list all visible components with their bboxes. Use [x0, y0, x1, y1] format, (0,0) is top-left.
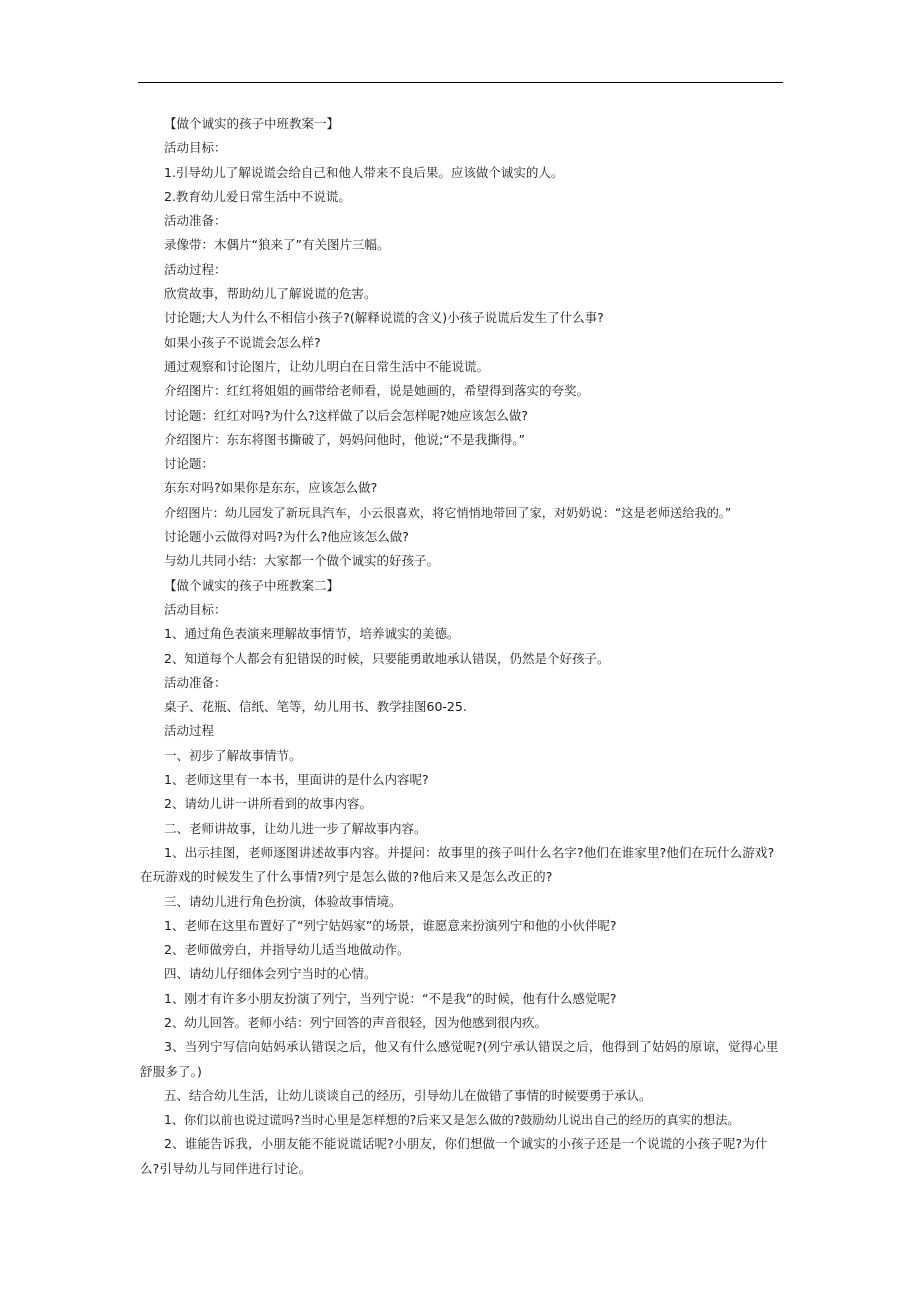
text-line: 活动过程：	[164, 261, 227, 277]
text-line: 讨论题：	[164, 456, 215, 472]
text-line: 一、初步了解故事情节。	[164, 747, 302, 763]
text-line: 五、结合幼儿生活，让幼儿谈谈自己的经历，引导幼儿在做错了事情的时候要勇于承认。	[164, 1087, 652, 1103]
text-line: 1、通过角色表演来理解故事情节，培养诚实的美德。	[164, 626, 460, 642]
text-line: 讨论题：红红对吗?为什么?这样做了以后会怎样呢?她应该怎么做?	[164, 407, 529, 423]
text-line: 介绍图片：红红将姐姐的画带给老师看，说是她画的，希望得到落实的夸奖。	[164, 383, 590, 399]
text-line: 1、你们以前也说过谎吗?当时心里是怎样想的?后来又是怎么做的?鼓励幼儿说出自己的经历的真实的想法。	[164, 1113, 740, 1128]
text-line: 三、请幼儿进行角色扮演，体验故事情境。	[164, 893, 402, 909]
text-line: 欣赏故事，帮助幼儿了解说谎的危害。	[164, 286, 377, 302]
text-line: 活动目标：	[164, 140, 227, 156]
text-line: 讨论题小云做得对吗?为什么?他应该怎么做?	[164, 529, 409, 545]
text-line: 1、老师在这里布置好了“列宁姑妈家”的场景，谁愿意来扮演列宁和他的小伙伴呢?	[164, 917, 617, 933]
text-line: 二、老师讲故事，让幼儿进一步了解故事内容。	[164, 820, 427, 836]
text-line: 1、刚才有许多小朋友扮演了列宁，当列宁说：“不是我”的时候，他有什么感觉呢?	[164, 990, 617, 1006]
text-line: 2、幼儿回答。老师小结：列宁回答的声音很轻，因为他感到很内疚。	[164, 1014, 547, 1030]
text-line: 东东对吗?如果你是东东，应该怎么做?	[164, 480, 378, 496]
text-line: 桌子、花瓶、信纸、笔等，幼儿用书、教学挂图60-25.	[164, 699, 467, 715]
paragraph: 3、当列宁写信向姑妈承认错误之后，他又有什么感觉呢?(列宁承认错误之后，他得到了姑妈的原谅，觉得心里舒服多了。)	[140, 1039, 779, 1079]
text-line: 2、老师做旁白，并指导幼儿适当地做动作。	[164, 942, 410, 958]
document-body	[140, 112, 782, 1181]
paragraph: 2、谁能告诉我，小朋友能不能说谎话呢?小朋友，你们想做一个诚实的小孩子还是一个说谎的小孩子呢?为什么?引导幼儿与同伴进行讨论。	[140, 1136, 768, 1176]
text-line: 活动准备：	[164, 213, 227, 229]
text-line: 2、知道每个人都会有犯错误的时候，只要能勇敢地承认错误，仍然是个好孩子。	[164, 650, 610, 666]
section-title-1: 【做个诚实的孩子中班教案一】	[164, 116, 340, 131]
text-line: 2.教育幼儿爱日常生活中不说谎。	[164, 188, 351, 204]
text-line: 1、老师这里有一本书，里面讲的是什么内容呢?	[164, 772, 429, 788]
text-line: 如果小孩子不说谎会怎么样?	[164, 334, 321, 350]
text-line: 录像带：木偶片“狼来了”有关图片三幅。	[164, 237, 390, 253]
text-line: 活动过程	[164, 723, 215, 739]
text-line: 活动目标：	[164, 601, 227, 617]
paragraph: 1、出示挂图，老师逐图讲述故事内容。并提问：故事里的孩子叫什么名字?他们在谁家里?他们在玩什么游戏?在玩游戏的时候发生了什么事情?列宁是怎么做的?他后来又是怎么改正的?	[140, 844, 775, 885]
section-title-2: 【做个诚实的孩子中班教案二】	[164, 577, 340, 593]
text-line: 讨论题;大人为什么不相信小孩子?(解释说谎的含义)小孩子说谎后发生了什么事?	[164, 310, 604, 326]
header-rule	[138, 82, 783, 83]
text-line: 四、请幼儿仔细体会列宁当时的心情。	[164, 966, 377, 982]
text-line: 介绍图片：幼儿园发了新玩具汽车，小云很喜欢，将它悄悄地带回了家，对奶奶说：“这是老师送给我的。”	[164, 505, 732, 520]
text-line: 1.引导幼儿了解说谎会给自己和他人带来不良后果。应该做个诚实的人。	[164, 164, 564, 180]
text-line: 通过观察和讨论图片，让幼儿明白在日常生活中不能说谎。	[164, 358, 490, 374]
text-line: 介绍图片：东东将图书撕破了，妈妈问他时，他说;“不是我撕得。”	[164, 431, 525, 447]
text-line: 与幼儿共同小结：大家都一个做个诚实的好孩子。	[164, 553, 440, 569]
text-line: 2、请幼儿讲一讲所看到的故事内容。	[164, 796, 372, 812]
text-line: 活动准备：	[164, 674, 227, 690]
